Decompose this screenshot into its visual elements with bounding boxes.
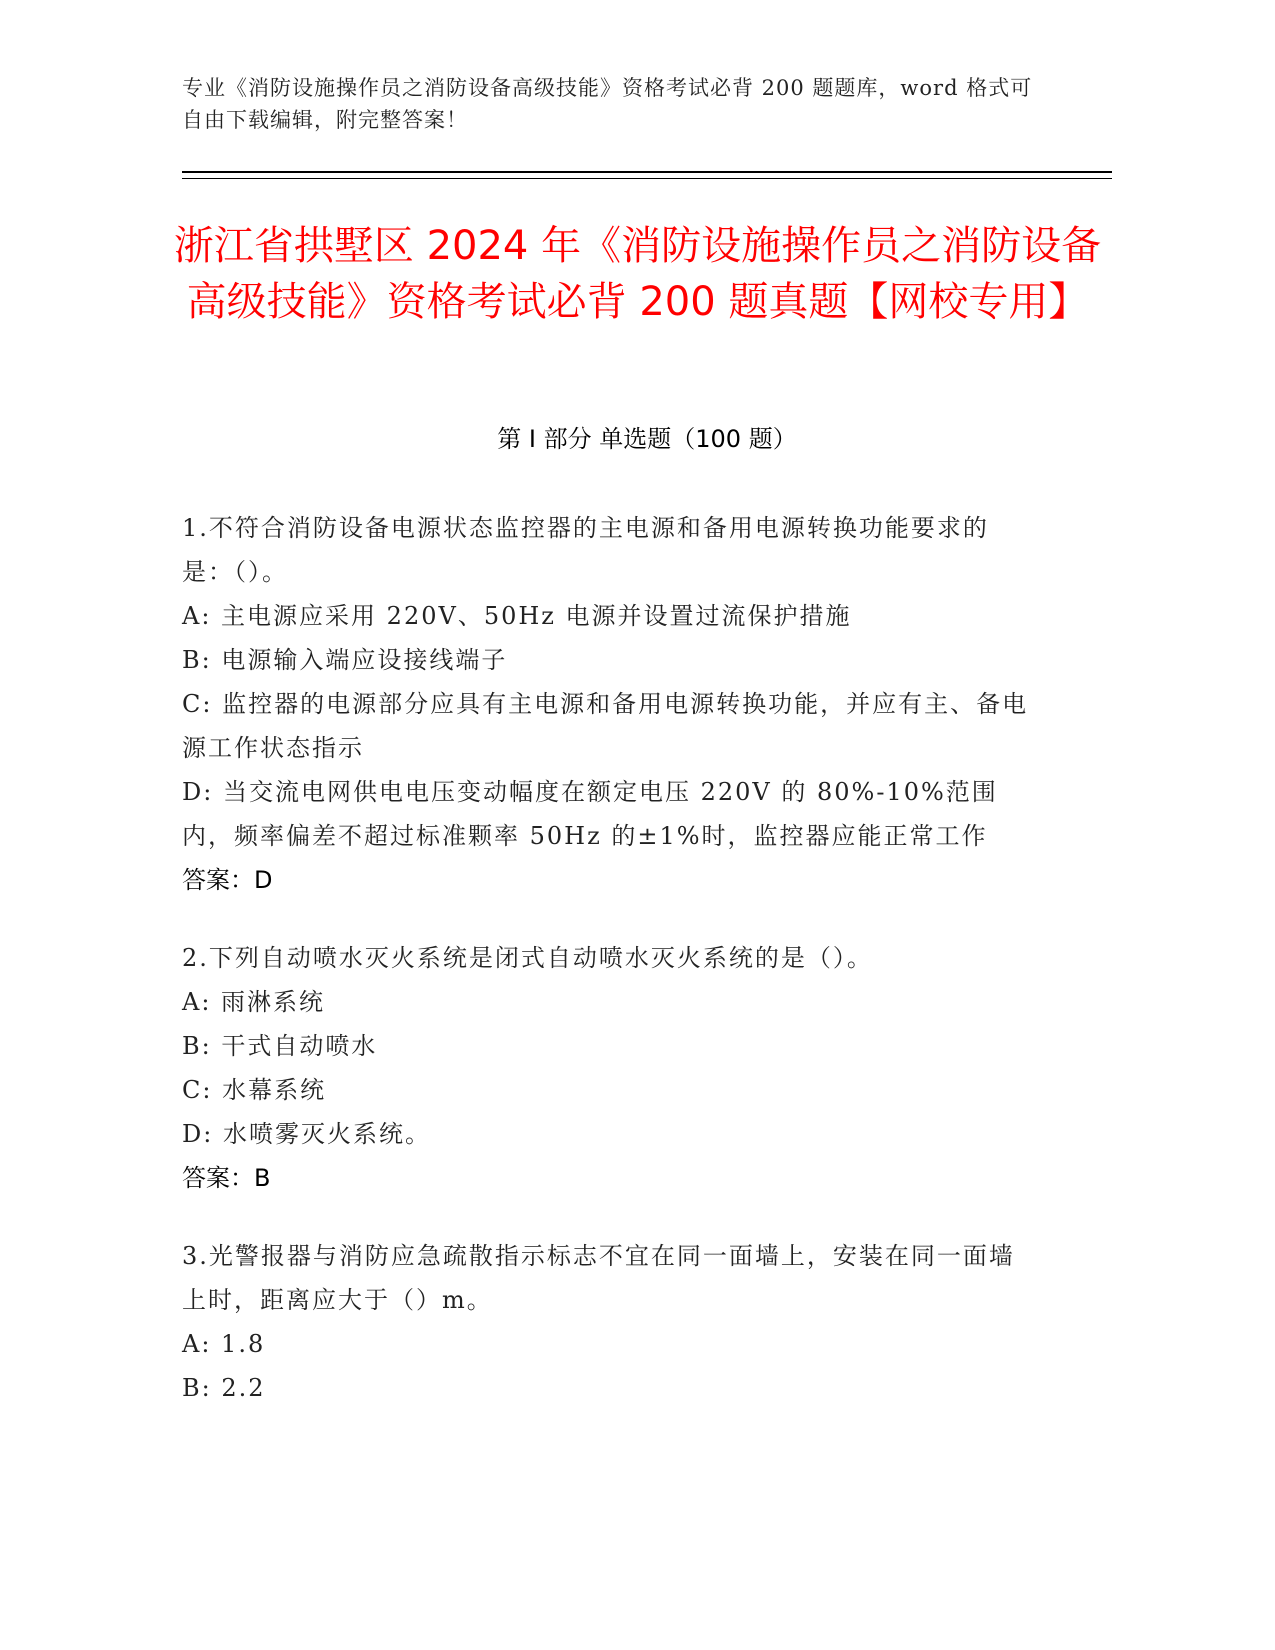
option-b: B: 电源输入端应设接线端子 — [182, 646, 508, 674]
option-d: D: 当交流电网供电电压变动幅度在额定电压 220V 的 80%-10%范围内，频率偏差不超过标准颗率 50Hz 的±1%时，监控器应能正常工作 — [182, 778, 998, 850]
header-note: 专业《消防设施操作员之消防设备高级技能》资格考试必背 200 题题库，word 格式可自由下载编辑，附完整答案！ — [182, 76, 1033, 132]
answer: 答案：D — [182, 866, 273, 894]
question-stem: 2.下列自动喷水灭火系统是闭式自动喷水灭火系统的是（）。 — [182, 944, 873, 972]
option-a: A: 主电源应采用 220V、50Hz 电源并设置过流保护措施 — [182, 602, 852, 630]
answer: 答案：B — [182, 1164, 271, 1192]
section-title: 第 I 部分 单选题（100 题） — [497, 425, 797, 453]
option-c: C: 水幕系统 — [182, 1076, 327, 1104]
header-divider-thick — [182, 171, 1112, 173]
option-a: A: 雨淋系统 — [182, 988, 326, 1016]
option-b: B: 干式自动喷水 — [182, 1032, 378, 1060]
header-divider-thin — [182, 178, 1112, 179]
question-stem: 1.不符合消防设备电源状态监控器的主电源和备用电源转换功能要求的是：（）。 — [182, 514, 989, 586]
question-stem: 3.光警报器与消防应急疏散指示标志不宜在同一面墙上，安装在同一面墙上时，距离应大于（）m。 — [182, 1242, 1015, 1314]
option-a: A: 1.8 — [182, 1330, 266, 1358]
document-title: 浙江省拱墅区 2024 年《消防设施操作员之消防设备高级技能》资格考试必背 200 题真题【网校专用】 — [173, 223, 1102, 325]
option-d: D: 水喷雾灭火系统。 — [182, 1120, 431, 1148]
question-list — [182, 506, 1032, 1444]
option-b: B: 2.2 — [182, 1374, 266, 1402]
question-3 — [182, 1234, 1032, 1410]
question-1 — [182, 506, 1032, 902]
question-2 — [182, 936, 1032, 1200]
option-c: C: 监控器的电源部分应具有主电源和备用电源转换功能，并应有主、备电源工作状态指示 — [182, 690, 1029, 762]
